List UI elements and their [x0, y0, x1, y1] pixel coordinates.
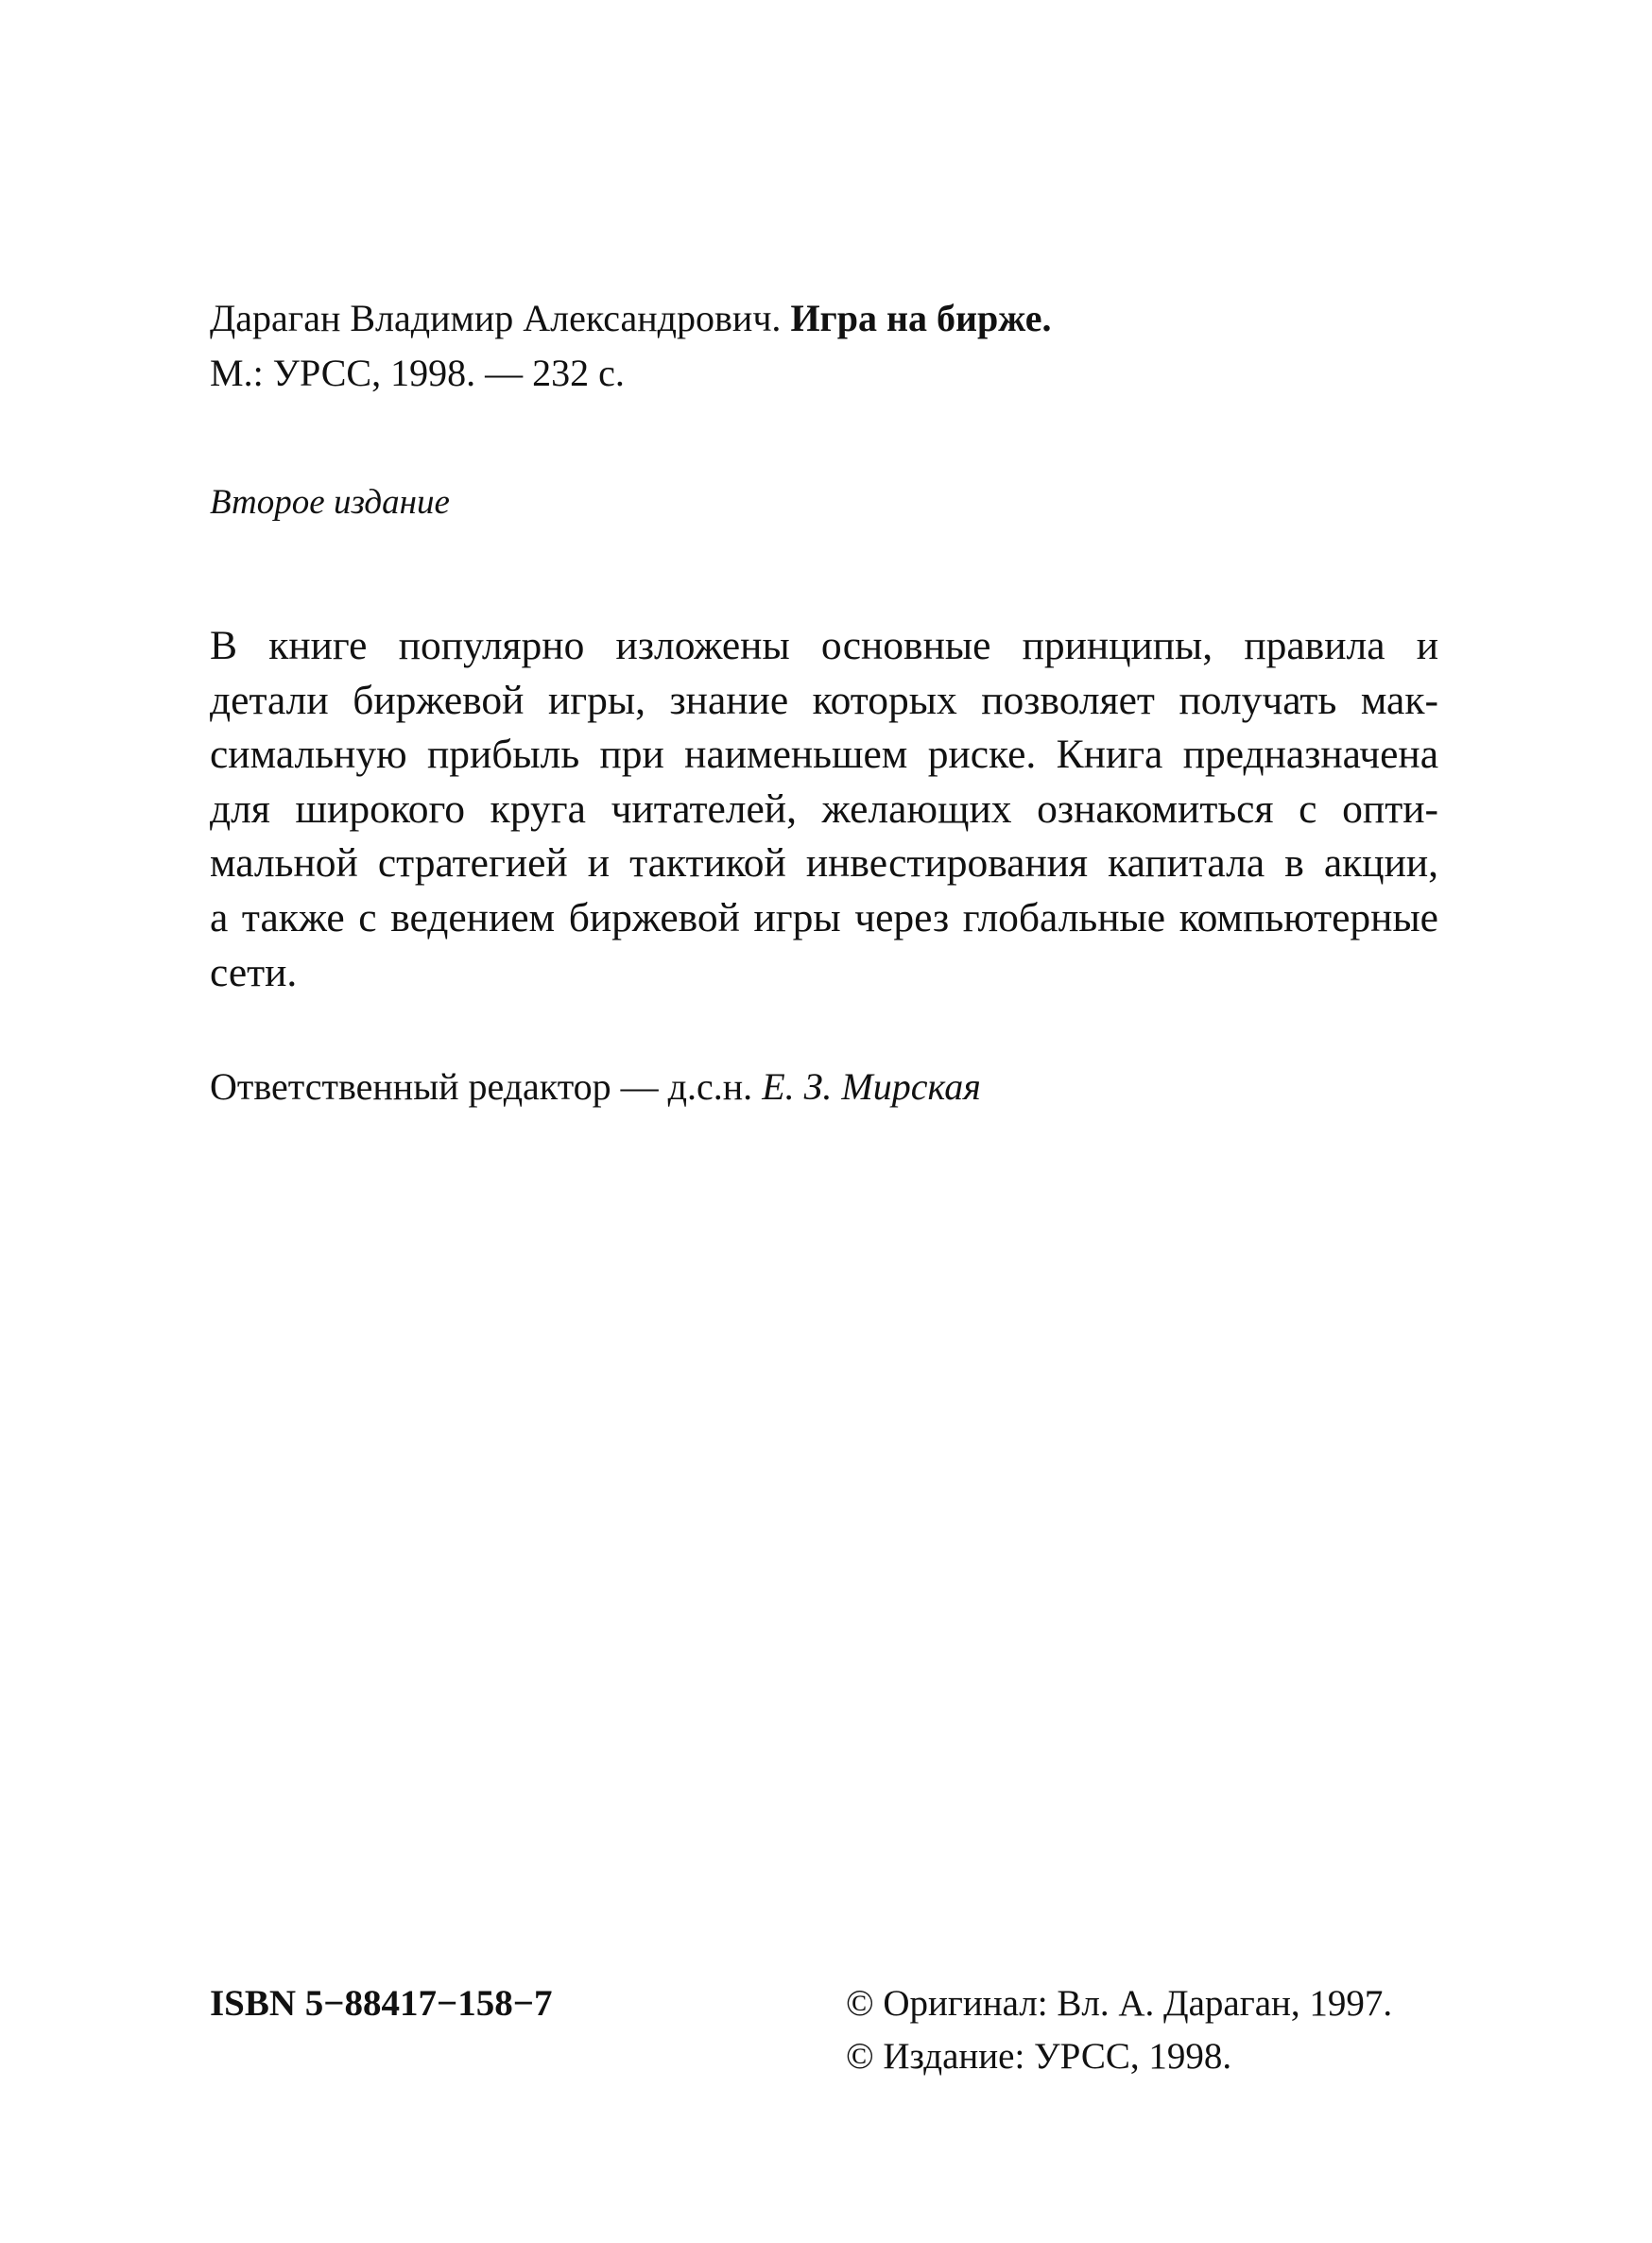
bibliographic-line	[210, 291, 1052, 346]
annotation-line: для широкого круга читателей, желающих ознакомиться с опти-	[210, 785, 1438, 832]
annotation-line: симальную прибыль при наименьшем риске. Книга предназначена	[210, 732, 1438, 778]
copyright-edition: © Издание: УРСС, 1998.	[846, 2036, 1232, 2077]
editor-name: Е. З. Мирская	[762, 1065, 981, 1108]
edition-note: Второе издание	[210, 483, 450, 522]
book-title: Игра на бирже.	[790, 297, 1052, 339]
annotation-line: мальной стратегией и тактикой инвестирования капитала в акции,	[210, 840, 1438, 887]
copyright-block	[846, 1977, 1392, 2083]
bibliographic-record	[210, 291, 1052, 401]
isbn: ISBN 5−88417−158−7	[210, 1983, 553, 2024]
annotation-line: а также с ведением биржевой игры через глобальные компьютерные	[210, 894, 1438, 940]
annotation-line: В книге популярно изложены основные принципы, правила и	[210, 623, 1438, 668]
editor-label: Ответственный редактор — д.с.н.	[210, 1065, 753, 1108]
imprint: М.: УРСС, 1998. — 232 с.	[210, 352, 625, 394]
annotation	[210, 619, 1438, 1000]
editor-credit	[210, 1061, 981, 1113]
annotation-line: сети.	[210, 949, 298, 995]
copyright-original: © Оригинал: Вл. А. Дараган, 1997.	[846, 1983, 1393, 2024]
annotation-line: детали биржевой игры, знание которых позволяет получать мак-	[210, 677, 1438, 723]
author-name: Дараган Владимир Александрович.	[210, 297, 782, 339]
